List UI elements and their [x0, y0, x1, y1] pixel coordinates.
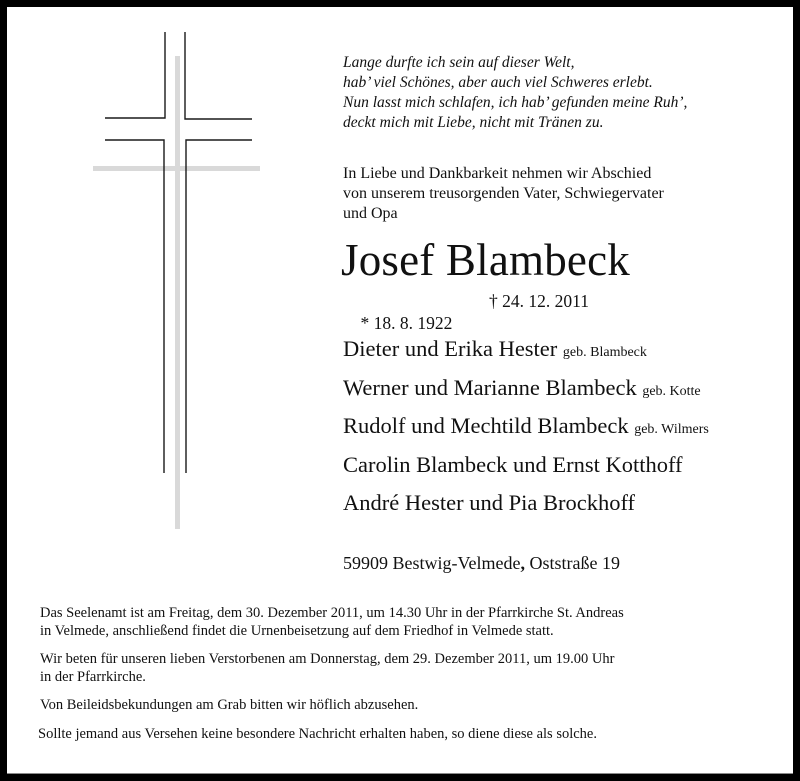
intro-text	[343, 164, 664, 224]
poem-line: Lange durfte ich sein auf dieser Welt,	[343, 54, 575, 71]
mourners-list	[343, 335, 709, 528]
note-condolences	[40, 696, 780, 714]
poem-line: Nun lasst mich schlafen, ich hab’ gefunden meine Ruh’,	[343, 94, 688, 111]
address-separator: ,	[520, 553, 525, 573]
maiden-name: geb. Kotte	[642, 383, 701, 399]
poem-line: hab’ viel Schönes, aber auch viel Schweres erlebt.	[343, 74, 653, 91]
obituary-notice	[7, 7, 793, 774]
poem	[343, 53, 687, 133]
mourner-entry	[343, 335, 709, 374]
mourner-name: André Hester und Pia Brockhoff	[343, 490, 636, 515]
death-date: † 24. 12. 2011	[489, 291, 589, 311]
maiden-name: geb. Wilmers	[634, 422, 709, 437]
note-line: Wir beten für unseren lieben Verstorbenen am Donnerstag, dem 29. Dezember 2011, um 19.00 Uhr	[40, 651, 615, 667]
funeral-notes	[40, 604, 780, 753]
address-street: Oststraße 19	[524, 553, 620, 573]
mourner-entry	[343, 374, 709, 413]
cross-icon	[7, 7, 307, 547]
note-requiem	[40, 604, 780, 640]
note-prayer	[40, 650, 780, 686]
mourner-name: Werner und Marianne Blambeck	[343, 374, 637, 400]
note-line: Sollte jemand aus Versehen keine besondere Nachricht erhalten haben, so diene diese als solche.	[38, 726, 597, 742]
maiden-name: geb. Blambeck	[562, 345, 647, 360]
birth-date: * 18. 8. 1922	[360, 313, 453, 333]
intro-line: In Liebe und Dankbarkeit nehmen wir Abschied	[343, 165, 652, 182]
mourner-entry	[343, 489, 709, 528]
note-line: Von Beileidsbekundungen am Grab bitten wir höflich abzusehen.	[40, 697, 419, 713]
note-line: in Velmede, anschließend findet die Urnenbeisetzung auf dem Friedhof in Velmede statt.	[40, 623, 554, 639]
mourner-entry	[343, 451, 709, 490]
note-notification	[38, 725, 780, 743]
mourner-name: Dieter und Erika Hester	[343, 336, 558, 361]
address	[343, 552, 620, 574]
deceased-name: Josef Blambeck	[341, 235, 630, 285]
mourner-entry	[343, 412, 709, 451]
note-line: in der Pfarrkirche.	[40, 669, 146, 685]
address-city: 59909 Bestwig-Velmede	[343, 553, 521, 573]
poem-line: deckt mich mit Liebe, nicht mit Tränen zu.	[343, 114, 604, 131]
note-line: Das Seelenamt ist am Freitag, dem 30. Dezember 2011, um 14.30 Uhr in der Pfarrkirche St. Andreas	[40, 605, 624, 621]
mourner-name: Carolin Blambeck und Ernst Kotthoff	[343, 451, 683, 477]
mourner-name: Rudolf und Mechtild Blambeck	[343, 413, 629, 438]
intro-line: und Opa	[343, 205, 398, 222]
intro-line: von unserem treusorgenden Vater, Schwiegervater	[343, 185, 664, 202]
